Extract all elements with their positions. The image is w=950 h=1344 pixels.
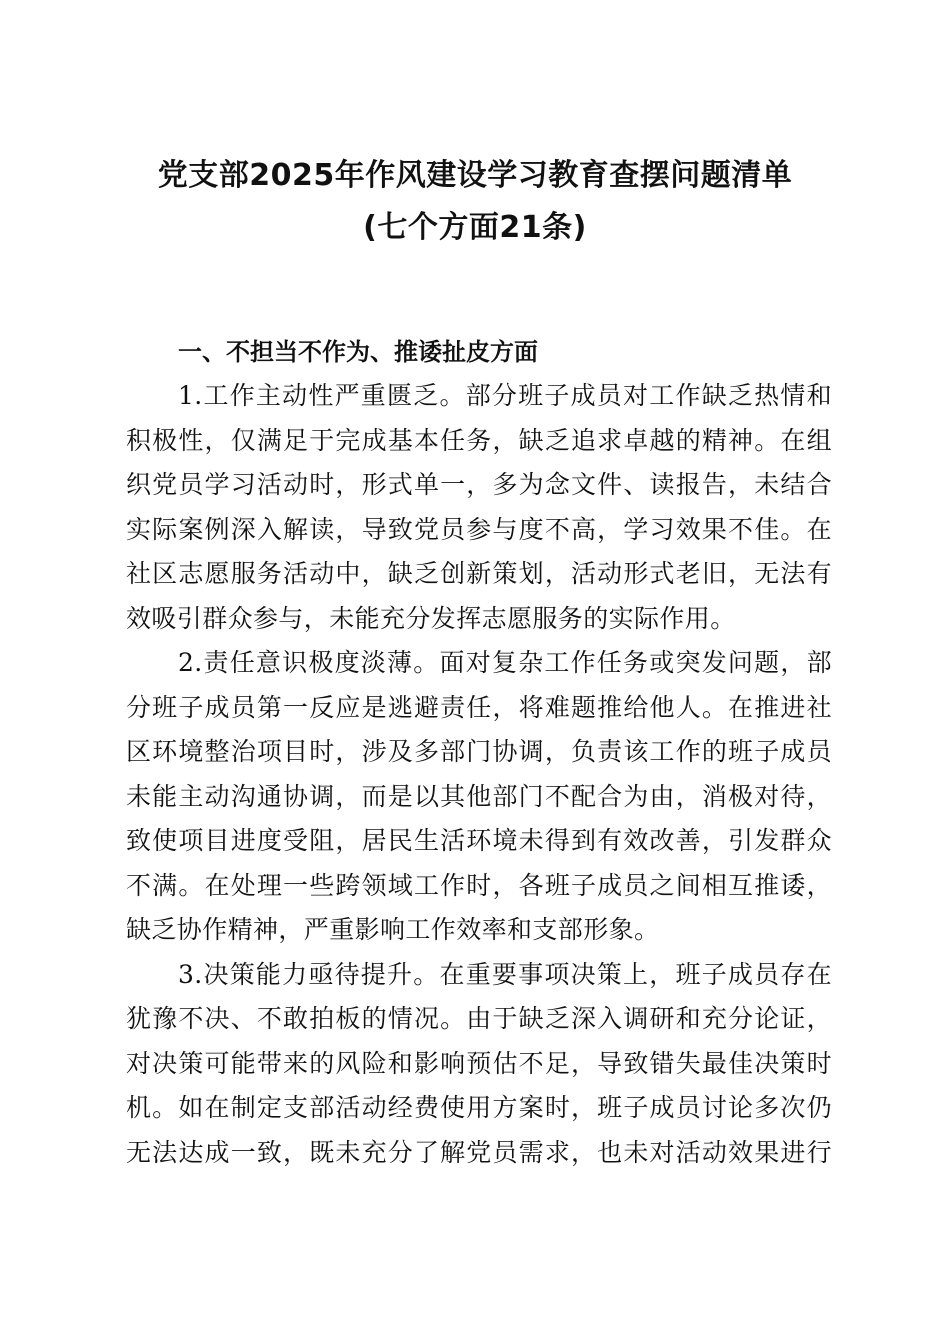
- section-heading-1: 一、不担当不作为、推诿扯皮方面: [178, 338, 538, 366]
- paragraph-line: 效吸引群众参与，未能充分发挥志愿服务的实际作用。: [126, 603, 736, 633]
- paragraph-line: 实际案例深入解读，导致党员参与度不高，学习效果不佳。在: [126, 514, 832, 544]
- paragraph-line: 机。如在制定支部活动经费使用方案时，班子成员讨论多次仍: [126, 1093, 832, 1122]
- title-line-2: (七个方面21条): [363, 210, 587, 245]
- paragraph-line: 积极性，仅满足于完成基本任务，缺乏追求卓越的精神。在组: [126, 425, 832, 455]
- paragraph-line: 致使项目进度受阻，居民生活环境未得到有效改善，引发群众: [126, 826, 832, 855]
- paragraph-line: 不满。在处理一些跨领域工作时，各班子成员之间相互推诿，: [126, 870, 832, 900]
- paragraph-item-2: [126, 641, 832, 953]
- paragraph-line: 区环境整治项目时，涉及多部门协调，负责该工作的班子成员: [126, 737, 832, 766]
- paragraph-line: 分班子成员第一反应是逃避责任，将难题推给他人。在推进社: [126, 692, 832, 722]
- paragraph-line: 3.决策能力亟待提升。在重要事项决策上，班子成员存在: [178, 959, 832, 989]
- title-line-1: 党支部2025年作风建设学习教育查摆问题清单: [157, 158, 793, 193]
- document-title: [100, 150, 850, 254]
- paragraph-line: 犹豫不决、不敢拍板的情况。由于缺乏深入调研和充分论证，: [126, 1004, 832, 1033]
- paragraph-line: 对决策可能带来的风险和影响预估不足，导致错失最佳决策时: [126, 1048, 832, 1078]
- document-body: [126, 330, 832, 1175]
- paragraph-line: 社区志愿服务活动中，缺乏创新策划，活动形式老旧，无法有: [126, 559, 832, 588]
- paragraph-line: 1.工作主动性严重匮乏。部分班子成员对工作缺乏热情和: [178, 381, 832, 410]
- paragraph-line: 2.责任意识极度淡薄。面对复杂工作任务或突发问题，部: [178, 648, 832, 677]
- paragraph-item-1: [126, 374, 832, 641]
- paragraph-line: 未能主动沟通协调，而是以其他部门不配合为由，消极对待，: [126, 781, 832, 811]
- paragraph-item-3: [126, 953, 832, 1176]
- paragraph-line: 无法达成一致，既未充分了解党员需求，也未对活动效果进行: [126, 1137, 832, 1167]
- paragraph-line: 织党员学习活动时，形式单一，多为念文件、读报告，未结合: [126, 470, 832, 499]
- paragraph-line: 缺乏协作精神，严重影响工作效率和支部形象。: [126, 915, 660, 944]
